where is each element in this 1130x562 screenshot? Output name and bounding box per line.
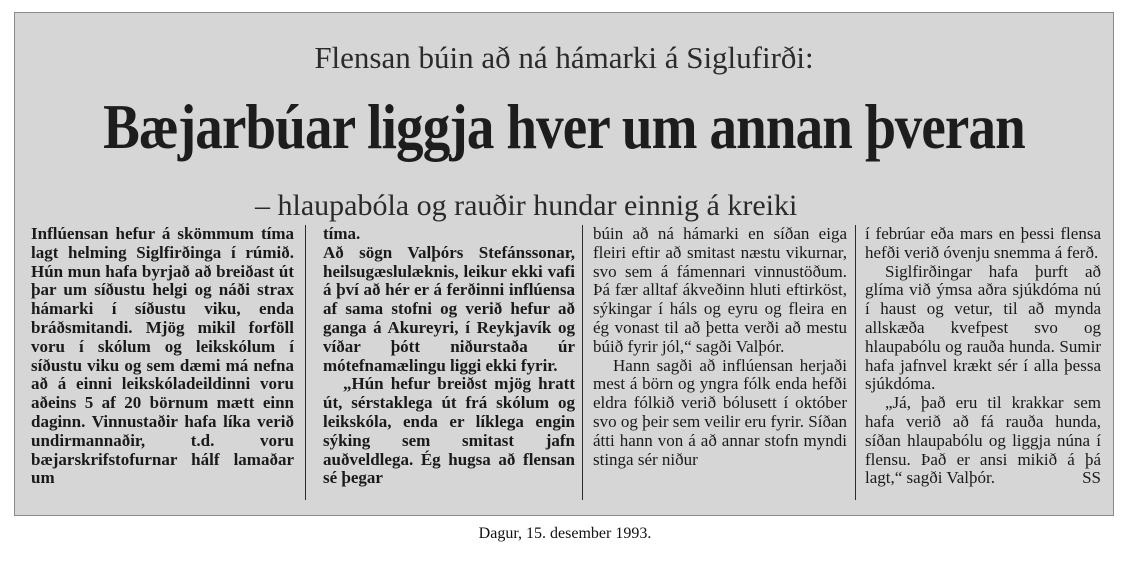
paragraph-text: „Já, það eru til krakkar sem hafa verið að fá rauða hunda, síðan hlaupabólu og liggja núna í flensu. Það er ansi mikið á þá lagt,“ sagði Valþór. [865,393,1101,488]
paragraph: búin að ná hámarki en síðan eiga fleiri eftir að smitast næstu vikurnar, svo sem á fámennari vinnustöðum. Þá fær alltaf ákveðinn hluti eftirköst, sýkingar í háls og eyru og fleira en ég vonast til að þetta verði að mestu búið fyrir jól,“ sagði Valþór. [593,225,847,356]
column-divider [855,225,856,500]
paragraph: tíma. [323,225,361,243]
paragraph: Inflúensan hefur á skömmum tíma lagt helming Siglfirðinga í rúmið. Hún mun hafa byrjað að breiðast út þar um síðustu helgi og náði strax hámarki í síðustu viku, enda bráðsmitandi. Mjög mikil forföll voru í skólum og leikskólum í síðustu viku og sem dæmi má nefna að á einni leikskóladeildinni voru aðeins 5 af 20 börnum mætt einn daginn. Vinnustaðir hafa líka verið undirmannaðir, t.d. voru bæjarskrifstofurnar hálf lamaðar um [31,225,294,488]
source-caption: Dagur, 15. desember 1993. [478,525,652,542]
column-divider [582,225,583,500]
article-column-1 [31,225,294,510]
paragraph: Að sögn Valþórs Stefánssonar, heilsugæslulæknis, leikur ekki vafi á því að hér er á ferðinni inflúensa af sama stofni og verið hefur að ganga á Akureyri, í Reykjavík og víðar þótt niðurstaða úr mótefnamælingu liggi ekki fyrir. [323,242,575,375]
article-column-2 [323,225,575,510]
paragraph: Siglfirðingar hafa þurft að glíma við ýmsa aðra sjúkdóma nú í haust og vetur, til að mynda allskæða kvefpest svo og hlaupabólu og rauða hunda. Sumir hafa jafnvel krækt sér í alla þessa sjúkdóma. [865,261,1101,394]
article-subhead: – hlaupabóla og rauðir hundar einnig á kreiki [255,189,798,222]
article-column-4 [865,225,1101,510]
paragraph: Hann sagði að inflúensan herjaði mest á börn og yngra fólk enda hefði eldra fólkið verið bólusett í október svo og þeir sem veilir eru fyrir. Síðan átti hann von á að annar stofn myndi stinga sér niður [593,355,847,469]
column-divider [305,225,306,500]
paragraph [865,394,1101,488]
author-signature: SS [1082,468,1101,488]
article-column-3 [593,225,847,510]
article-headline: Bæjarbúar liggja hver um annan þveran [103,91,1025,162]
newspaper-clipping [14,12,1114,516]
article-kicker: Flensan búin að ná hámarki á Siglufirði: [314,40,814,75]
paragraph: í febrúar eða mars en þessi flensa hefði verið óvenju snemma á ferð. [865,225,1101,262]
paragraph: „Hún hefur breiðst mjög hratt út, sérstaklega út frá skólum og leikskóla, enda er líklega engin sýking sem smitast jafn auðveldlega. Ég hugsa að flensan sé þegar [323,374,575,488]
